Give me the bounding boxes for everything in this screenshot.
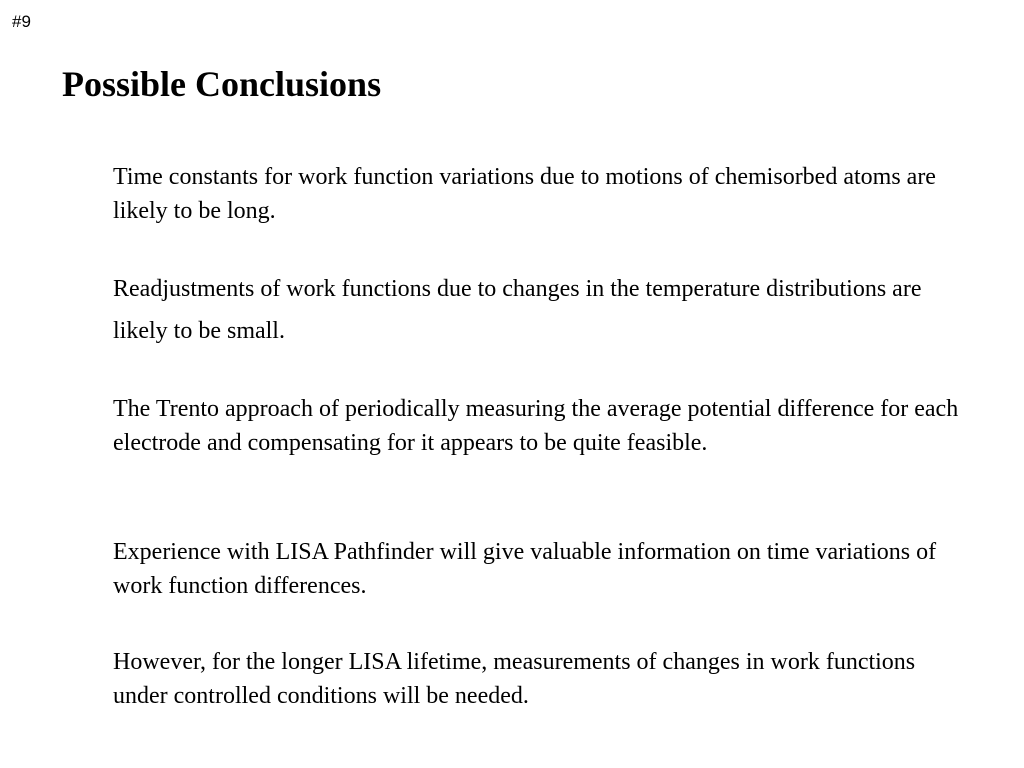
conclusion-paragraph-lisa-pathfinder: Experience with LISA Pathfinder will give valuable information on time variations of work function differences. xyxy=(113,539,937,599)
conclusion-paragraph-trento-approach: The Trento approach of periodically measuring the average potential difference for each electrode and compensating for it appears to be quite feasible. xyxy=(113,396,959,456)
conclusion-paragraph-readjustments: Readjustments of work functions due to changes in the temperature distributions are likely to be small. xyxy=(113,276,922,344)
conclusion-paragraph-lisa-lifetime: However, for the longer LISA lifetime, measurements of changes in work functions under controlled conditions will be needed. xyxy=(113,649,916,709)
slide-number: #9 xyxy=(12,12,31,31)
slide-title: Possible Conclusions xyxy=(62,64,382,104)
conclusion-paragraph-time-constants: Time constants for work function variations due to motions of chemisorbed atoms are likely to be long. xyxy=(113,164,936,224)
